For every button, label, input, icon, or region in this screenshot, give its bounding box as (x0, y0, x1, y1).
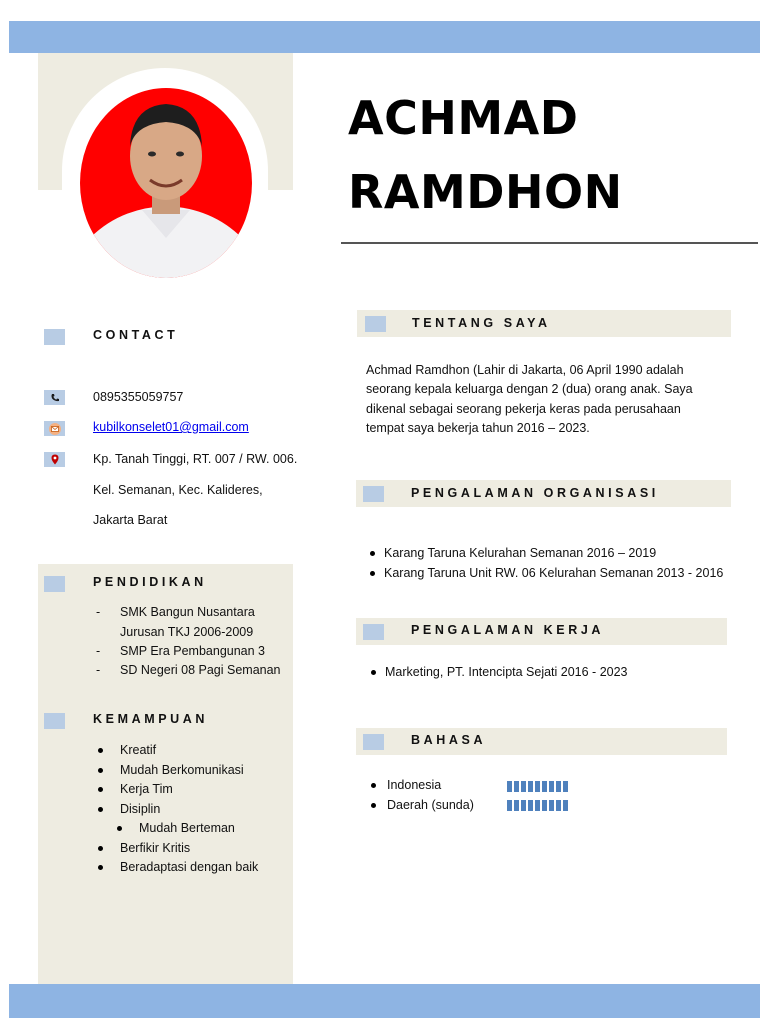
language-list (369, 776, 474, 815)
skill-label: Kerja Tim (120, 782, 173, 796)
tentang-heading: TENTANG SAYA (412, 316, 551, 330)
pendidikan-heading-marker (44, 576, 65, 592)
bahasa-heading-marker (363, 734, 384, 750)
email-link[interactable]: kubilkonselet01@gmail.com (93, 420, 249, 434)
list-item (368, 544, 723, 564)
list-item (96, 623, 281, 643)
list-item (96, 858, 258, 878)
meter-segment (556, 800, 561, 811)
meter-segment (563, 800, 568, 811)
top-banner (9, 21, 760, 53)
meter-segment (549, 781, 554, 792)
skill-label: Mudah Berteman (139, 821, 235, 835)
education-list (96, 603, 281, 680)
meter-segment (521, 800, 526, 811)
meter-segment (528, 800, 533, 811)
address-line-2: Kel. Semanan, Kec. Kalideres, (93, 483, 263, 497)
profile-photo (80, 88, 252, 278)
meter-segment (542, 781, 547, 792)
tentang-heading-marker (365, 316, 386, 332)
list-item (369, 663, 628, 683)
about-line-4: tempat saya bekerja tahun 2016 – 2023. (366, 421, 590, 435)
meter-segment (507, 781, 512, 792)
meter-segment (514, 800, 519, 811)
location-pin-icon (44, 452, 65, 467)
language-label: Daerah (sunda) (387, 797, 474, 812)
list-item (96, 780, 258, 800)
contact-heading: CONTACT (93, 328, 179, 342)
name-divider (341, 242, 758, 244)
list-item (96, 839, 258, 859)
name-first: ACHMAD (348, 91, 579, 145)
meter-segment (542, 800, 547, 811)
list-item (369, 796, 474, 816)
about-line-1: Achmad Ramdhon (Lahir di Jakarta, 06 April 1990 adalah (366, 363, 684, 377)
work-entry: Marketing, PT. Intencipta Sejati 2016 - 2023 (385, 665, 628, 679)
skill-label: Berfikir Kritis (120, 840, 191, 855)
list-item: - SMK Bangun Nusantara (96, 605, 255, 619)
kemampuan-heading-marker (44, 713, 65, 729)
meter-segment (563, 781, 568, 792)
phone-icon (44, 390, 65, 405)
meter-segment (535, 800, 540, 811)
pendidikan-heading: PENDIDIKAN (93, 575, 207, 589)
meter-segment (507, 800, 512, 811)
about-line-2: seorang kepala keluarga dengan 2 (dua) orang anak. Saya (366, 382, 693, 396)
about-line-3: dikenal sebagai seorang pekerja keras pada perusahaan (366, 402, 681, 416)
bottom-banner (9, 984, 760, 1018)
education-school: SD Negeri 08 Pagi Semanan (120, 662, 281, 677)
skill-label: Kreatif (120, 743, 157, 757)
phone-number: 0895355059757 (93, 390, 184, 404)
address-line-1: Kp. Tanah Tinggi, RT. 007 / RW. 006. (93, 452, 298, 466)
list-item (369, 776, 474, 796)
education-major: Jurusan TKJ 2006-2009 (120, 624, 254, 639)
organisasi-heading-marker (363, 486, 384, 502)
skill-label: Disiplin (120, 801, 161, 816)
list-item (96, 761, 258, 781)
name-last: RAMDHON (348, 165, 623, 219)
email-icon (44, 421, 65, 436)
meter-segment (528, 781, 533, 792)
contact-heading-marker (44, 329, 65, 345)
list-item (96, 741, 258, 761)
meter-segment (549, 800, 554, 811)
bahasa-heading: BAHASA (411, 733, 487, 747)
meter-segment (556, 781, 561, 792)
meter-segment (521, 781, 526, 792)
list-item: - SMP Era Pembangunan 3 (96, 644, 266, 658)
work-list (369, 663, 628, 683)
language-level-meter (507, 800, 568, 811)
meter-segment (535, 781, 540, 792)
organization-entry: Karang Taruna Kelurahan Semanan 2016 – 2019 (384, 546, 657, 560)
kerja-heading-marker (363, 624, 384, 640)
organisasi-heading: PENGALAMAN ORGANISASI (411, 486, 659, 500)
education-school: SMK Bangun Nusantara (120, 605, 255, 619)
organization-list (368, 544, 723, 583)
skills-list (96, 741, 258, 878)
education-school: SMP Era Pembangunan 3 (120, 644, 266, 658)
list-item (368, 564, 723, 584)
skill-label: Beradaptasi dengan baik (120, 860, 259, 874)
skill-label: Mudah Berkomunikasi (120, 762, 244, 777)
kerja-heading: PENGALAMAN KERJA (411, 623, 605, 637)
list-item (96, 800, 258, 820)
list-item (96, 819, 258, 839)
address-line-3: Jakarta Barat (93, 513, 168, 527)
language-level-meter (507, 781, 568, 792)
kemampuan-heading: KEMAMPUAN (93, 712, 209, 726)
language-label: Indonesia (387, 778, 442, 792)
meter-segment (514, 781, 519, 792)
list-item: - SD Negeri 08 Pagi Semanan (96, 662, 281, 677)
organization-entry: Karang Taruna Unit RW. 06 Kelurahan Semanan 2013 - 2016 (384, 565, 724, 580)
